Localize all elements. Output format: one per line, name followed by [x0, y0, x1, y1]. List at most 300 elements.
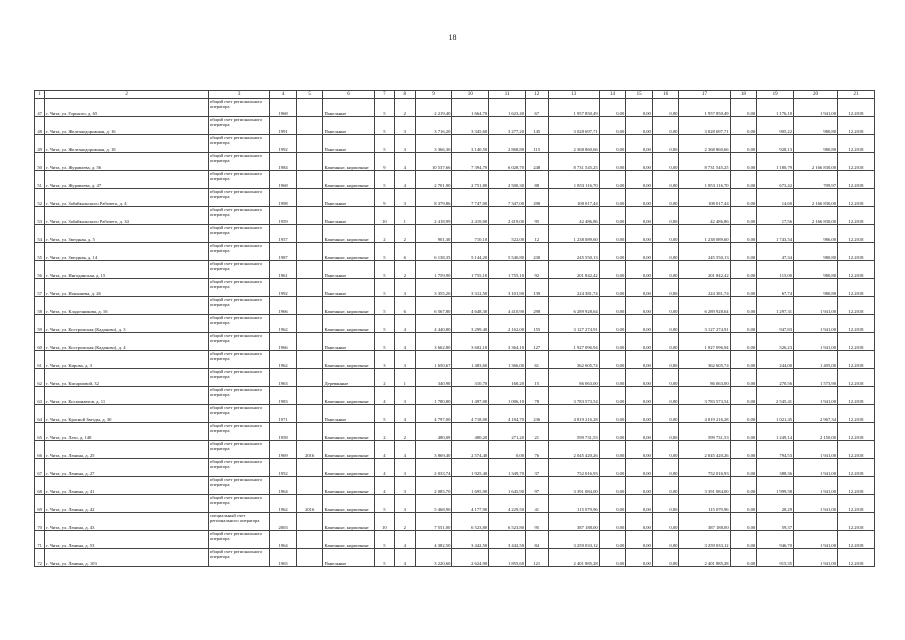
- table-cell: [296, 99, 323, 117]
- table-cell: Каменные, кирпичные: [323, 171, 374, 189]
- table-cell: общий счет регионального оператора: [208, 189, 269, 207]
- table-cell: 0,00: [599, 351, 626, 369]
- table-cell: 0,00: [730, 279, 757, 297]
- table-cell: 115 079,96: [679, 495, 730, 513]
- table-cell: 84: [526, 531, 549, 549]
- table-cell: 1 941,00: [794, 477, 838, 495]
- table-row: [35, 549, 875, 567]
- table-cell: общий счет регионального оператора: [208, 369, 269, 387]
- table-cell: 0,00: [652, 135, 679, 153]
- table-cell: 0,00: [599, 297, 626, 315]
- table-cell: 0,00: [599, 315, 626, 333]
- table-cell: 0,00: [599, 99, 626, 117]
- table-cell: 1 743,54: [757, 225, 794, 243]
- table-cell: 0,00: [626, 135, 653, 153]
- table-cell: 673,42: [757, 171, 794, 189]
- table-cell: 0,00: [730, 261, 757, 279]
- table-cell: 3 602,10: [452, 333, 489, 351]
- table-cell: общий счет регионального оператора: [208, 441, 269, 459]
- table-cell: 86 063,00: [679, 369, 730, 387]
- table-cell: 0,00: [730, 513, 757, 531]
- table-row: [35, 135, 875, 153]
- table-cell: 108 017,44: [679, 189, 730, 207]
- table-cell: 3: [395, 279, 415, 297]
- table-cell: 0,00: [599, 333, 626, 351]
- table-cell: 3: [395, 387, 415, 405]
- table-cell: 1 645,90: [489, 477, 526, 495]
- table-cell: 3: [395, 351, 415, 369]
- table-cell: 5: [374, 333, 394, 351]
- table-cell: 2 166 830,00: [794, 153, 838, 171]
- table-cell: 0,00: [730, 207, 757, 225]
- table-cell: 15: [526, 369, 549, 387]
- table-row: [35, 153, 875, 171]
- table-cell: 0,00: [652, 171, 679, 189]
- table-cell: 2 701,90: [415, 171, 452, 189]
- table-cell: 12.2018: [838, 351, 875, 369]
- table-cell: 0,00: [730, 225, 757, 243]
- table-cell: г. Чита, ул. Железнодорожная, д. 18: [45, 135, 209, 153]
- table-cell: 57: [35, 279, 45, 297]
- table-cell: 54: [35, 225, 45, 243]
- table-cell: 270,56: [757, 369, 794, 387]
- table-cell: общий счет регионального оператора: [208, 477, 269, 495]
- table-cell: 4: [395, 333, 415, 351]
- table-cell: Панельные: [323, 99, 374, 117]
- table-cell: 0,00: [730, 459, 757, 477]
- table-cell: 1 755,10: [489, 261, 526, 279]
- table-cell: Каменные, кирпичные: [323, 495, 374, 513]
- table-cell: 298: [526, 189, 549, 207]
- table-cell: 1: [395, 207, 415, 225]
- table-cell: 1 855,60: [489, 549, 526, 567]
- table-cell: 6 523,80: [489, 513, 526, 531]
- column-header: 12: [526, 91, 549, 99]
- table-cell: 12.2018: [838, 279, 875, 297]
- table-cell: 51: [35, 171, 45, 189]
- table-cell: общий счет регионального оператора: [208, 279, 269, 297]
- table-cell: 0,00: [626, 243, 653, 261]
- table-cell: 0,00: [599, 207, 626, 225]
- table-cell: 2 085,70: [415, 477, 452, 495]
- table-cell: 1959: [270, 207, 297, 225]
- table-cell: 42 486,86: [679, 207, 730, 225]
- table-cell: 0,00: [652, 441, 679, 459]
- table-cell: 0,00: [652, 243, 679, 261]
- table-cell: 271,20: [489, 423, 526, 441]
- table-cell: 752 016,93: [548, 459, 599, 477]
- column-header: 9: [415, 91, 452, 99]
- table-cell: 1966: [270, 297, 297, 315]
- column-header: 19: [757, 91, 794, 99]
- table-cell: 2: [395, 261, 415, 279]
- table-cell: 0,00: [626, 405, 653, 423]
- table-cell: 115 079,96: [548, 495, 599, 513]
- table-cell: 8 731 545,25: [679, 153, 730, 171]
- table-cell: г. Чита, ул. Журавлева, д. 56: [45, 153, 209, 171]
- table-cell: 2 368 860,66: [679, 135, 730, 153]
- table-cell: 47,34: [757, 243, 794, 261]
- table-cell: 41: [526, 495, 549, 513]
- table-cell: 0,00: [730, 153, 757, 171]
- table-cell: 0,00: [652, 153, 679, 171]
- table-cell: 2 751,80: [452, 171, 489, 189]
- table-cell: 0,00: [730, 333, 757, 351]
- table-cell: Каменные, кирпичные: [323, 243, 374, 261]
- table-cell: 4 797,00: [415, 405, 452, 423]
- table-cell: Панельные: [323, 135, 374, 153]
- table-cell: 4: [395, 405, 415, 423]
- table-cell: 66: [35, 441, 45, 459]
- table-cell: 2 967,34: [794, 405, 838, 423]
- table-cell: 12.2018: [838, 153, 875, 171]
- table-cell: 0,00: [626, 423, 653, 441]
- table-cell: 1 927 096,94: [679, 333, 730, 351]
- table-cell: 1 853 116,70: [679, 171, 730, 189]
- table-cell: г. Чита, ул. Ленина, д. 43: [45, 513, 209, 531]
- table-cell: [296, 135, 323, 153]
- table-cell: 4: [395, 315, 415, 333]
- table-cell: 59: [35, 315, 45, 333]
- table-cell: 310,70: [452, 369, 489, 387]
- table-cell: 0,00: [730, 423, 757, 441]
- table-cell: 2 418,99: [415, 207, 452, 225]
- table-cell: 4: [374, 459, 394, 477]
- table-cell: г. Чита, ул. Горького, д. 65: [45, 99, 209, 117]
- table-cell: 915,35: [757, 549, 794, 567]
- table-cell: Каменные, кирпичные: [323, 351, 374, 369]
- table-cell: [296, 531, 323, 549]
- table-cell: 115,00: [757, 261, 794, 279]
- table-cell: 3 127 274,91: [548, 315, 599, 333]
- table-cell: 298: [526, 297, 549, 315]
- table-cell: г. Чита, ул. Ленина, д. 41: [45, 477, 209, 495]
- table-cell: 1 759,90: [415, 261, 452, 279]
- table-cell: 3 442,50: [489, 531, 526, 549]
- table-cell: 3 277,20: [489, 117, 526, 135]
- table-cell: 0,00: [652, 495, 679, 513]
- table-cell: 56: [35, 261, 45, 279]
- table-cell: 0,00: [599, 477, 626, 495]
- table-cell: общий счет регионального оператора: [208, 405, 269, 423]
- table-row: [35, 513, 875, 531]
- table-cell: 0,00: [626, 99, 653, 117]
- column-header: 2: [45, 91, 209, 99]
- table-cell: общий счет регионального оператора: [208, 459, 269, 477]
- table-cell: 710,10: [452, 225, 489, 243]
- table-cell: общий счет регионального оператора: [208, 387, 269, 405]
- table-cell: [296, 477, 323, 495]
- table-cell: 0,00: [730, 171, 757, 189]
- table-cell: 1 366,00: [489, 351, 526, 369]
- table-cell: г. Чита, ул. Журавлева, д. 47: [45, 171, 209, 189]
- table-cell: 2 419,00: [489, 207, 526, 225]
- table-cell: 1961: [270, 261, 297, 279]
- table-cell: 72: [35, 549, 45, 567]
- table-cell: 68: [35, 477, 45, 495]
- table-cell: 2016: [296, 495, 323, 513]
- table-cell: 6 138,35: [415, 243, 452, 261]
- table-cell: 0,00: [652, 117, 679, 135]
- table-cell: 12.2018: [838, 495, 875, 513]
- table-cell: 0,00: [599, 513, 626, 531]
- table-cell: общий счет регионального оператора: [208, 117, 269, 135]
- table-cell: 0,00: [599, 261, 626, 279]
- table-cell: 2: [395, 513, 415, 531]
- table-cell: общий счет регионального оператора: [208, 243, 269, 261]
- table-cell: 139: [526, 279, 549, 297]
- table-cell: 0,00: [626, 153, 653, 171]
- table-cell: [296, 369, 323, 387]
- table-cell: г. Чита, ул. Кирова, д. 3: [45, 351, 209, 369]
- table-cell: 2 045 420,26: [548, 441, 599, 459]
- table-row: [35, 387, 875, 405]
- table-cell: 12.2018: [838, 117, 875, 135]
- table-cell: г. Чита, ул. Звездная, д. 5: [45, 225, 209, 243]
- table-cell: 88: [526, 171, 549, 189]
- table-cell: общий счет регионального оператора: [208, 531, 269, 549]
- table-cell: Каменные, кирпичные: [323, 225, 374, 243]
- table-cell: 4 382,50: [415, 531, 452, 549]
- table-cell: 1 941,00: [794, 315, 838, 333]
- table-cell: 752 016,93: [679, 459, 730, 477]
- table-cell: 1 941,00: [794, 459, 838, 477]
- table-cell: 0,00: [626, 459, 653, 477]
- table-cell: 21: [526, 423, 549, 441]
- table-cell: 7 347,00: [489, 189, 526, 207]
- table-cell: 0,00: [730, 135, 757, 153]
- table-cell: 12.2018: [838, 135, 875, 153]
- table-cell: [296, 387, 323, 405]
- table-cell: 0,00: [599, 549, 626, 567]
- table-cell: 0,00: [599, 387, 626, 405]
- table-cell: 3 783 573,54: [679, 387, 730, 405]
- column-header: 8: [395, 91, 415, 99]
- table-cell: общий счет регионального оператора: [208, 333, 269, 351]
- table-cell: 201 842,42: [679, 261, 730, 279]
- table-cell: Панельные: [323, 207, 374, 225]
- table-cell: 2 166 830,00: [794, 189, 838, 207]
- table-cell: [296, 261, 323, 279]
- table-row: [35, 369, 875, 387]
- table-cell: 1965: [270, 549, 297, 567]
- table-cell: 1 999,58: [757, 477, 794, 495]
- table-cell: 0,00: [652, 531, 679, 549]
- table-cell: 2: [374, 225, 394, 243]
- table-cell: [794, 513, 838, 531]
- table-cell: 1 249,14: [757, 423, 794, 441]
- table-cell: г. Чита, ул. Красной Звезды, д. 30: [45, 405, 209, 423]
- table-cell: 12.2018: [838, 477, 875, 495]
- table-cell: 70: [35, 513, 45, 531]
- table-cell: 0,00: [652, 207, 679, 225]
- table-cell: 0,00: [599, 423, 626, 441]
- table-cell: 1 483,60: [452, 351, 489, 369]
- table-cell: 2: [374, 369, 394, 387]
- table-cell: 155: [526, 315, 549, 333]
- table-cell: 3 140,50: [452, 135, 489, 153]
- table-cell: 1957: [270, 225, 297, 243]
- table-cell: 12.2018: [838, 513, 875, 531]
- table-cell: [296, 171, 323, 189]
- table-cell: 3 127 274,91: [679, 315, 730, 333]
- table-cell: 0,00: [626, 369, 653, 387]
- table-cell: 4: [395, 171, 415, 189]
- table-cell: 61: [35, 351, 45, 369]
- table-cell: 526,23: [757, 333, 794, 351]
- table-cell: 0,00: [626, 261, 653, 279]
- table-cell: 0,00: [626, 315, 653, 333]
- table-cell: 0,00: [626, 297, 653, 315]
- table-cell: 95: [526, 513, 549, 531]
- table-cell: общий счет регионального оператора: [208, 351, 269, 369]
- table-cell: 5 468,90: [415, 495, 452, 513]
- table-cell: 5: [374, 99, 394, 117]
- table-cell: 67,74: [757, 279, 794, 297]
- table-cell: 12.2018: [838, 423, 875, 441]
- table-cell: 0,00: [652, 405, 679, 423]
- table-cell: 1 021,45: [757, 405, 794, 423]
- table-cell: г. Чита, ул. Ленина, д. 27: [45, 459, 209, 477]
- table-cell: [296, 315, 323, 333]
- table-cell: 946,70: [757, 531, 794, 549]
- table-cell: 2 162,00: [489, 315, 526, 333]
- table-cell: 3: [395, 135, 415, 153]
- table-cell: 0,00: [599, 441, 626, 459]
- table-cell: 3: [395, 117, 415, 135]
- table-cell: общий счет регионального оператора: [208, 225, 269, 243]
- table-cell: 3 345,60: [452, 117, 489, 135]
- table-cell: 5: [374, 297, 394, 315]
- table-cell: 2 624,90: [452, 549, 489, 567]
- table-row: [35, 351, 875, 369]
- table-cell: 5 144,20: [452, 243, 489, 261]
- table-cell: 0,00: [730, 297, 757, 315]
- table-cell: 67: [35, 459, 45, 477]
- table-cell: [296, 459, 323, 477]
- table-cell: 76: [526, 441, 549, 459]
- table-cell: 3: [395, 495, 415, 513]
- table-cell: 3 716,20: [415, 117, 452, 135]
- table-cell: 1962: [270, 495, 297, 513]
- table-cell: 4: [374, 441, 394, 459]
- table-cell: 0,00: [730, 531, 757, 549]
- table-cell: 12.2018: [838, 405, 875, 423]
- column-header: 20: [794, 91, 838, 99]
- table-cell: г. Чита, ул. Космонавтов, д. 11: [45, 387, 209, 405]
- table-cell: 12.2018: [838, 459, 875, 477]
- table-cell: 928,13: [757, 135, 794, 153]
- table-cell: 0,00: [652, 333, 679, 351]
- table-cell: 480,09: [415, 423, 452, 441]
- table-cell: общий счет регионального оператора: [208, 261, 269, 279]
- table-row: [35, 207, 875, 225]
- table-cell: г. Чита, ул. Ионышева, д. 26: [45, 279, 209, 297]
- table-cell: 0,00: [626, 333, 653, 351]
- column-header: 6: [323, 91, 374, 99]
- table-cell: г. Чита, ул. Звездная, д. 14: [45, 243, 209, 261]
- table-cell: 2 368 860,66: [548, 135, 599, 153]
- table-cell: 0,00: [626, 441, 653, 459]
- table-cell: 1 941,00: [794, 531, 838, 549]
- table-cell: 1 957 850,49: [548, 99, 599, 117]
- table-cell: 0,00: [599, 117, 626, 135]
- table-cell: 0,00: [626, 171, 653, 189]
- table-cell: 1: [395, 369, 415, 387]
- table-cell: 7 747,00: [452, 189, 489, 207]
- table-cell: 12.2018: [838, 441, 875, 459]
- table-cell: 1 941,00: [794, 495, 838, 513]
- table-cell: 2 545,41: [757, 387, 794, 405]
- table-cell: [296, 207, 323, 225]
- table-cell: 1 349,70: [489, 459, 526, 477]
- column-header: 1: [35, 91, 45, 99]
- table-cell: 3 366,30: [415, 135, 452, 153]
- table-cell: 1 405,00: [794, 351, 838, 369]
- table-cell: 1992: [270, 135, 297, 153]
- table-cell: 1958: [270, 423, 297, 441]
- table-cell: 986,00: [794, 225, 838, 243]
- table-cell: 0,00: [599, 279, 626, 297]
- table-cell: 0,00: [599, 189, 626, 207]
- table-cell: 0,00: [652, 315, 679, 333]
- table-cell: 12.2018: [838, 207, 875, 225]
- table-cell: [296, 351, 323, 369]
- table-cell: г. Чита, ул. Ленина, д. 25: [45, 441, 209, 459]
- table-cell: г. Чита, ул. Костромская (Каданово), д. 4: [45, 333, 209, 351]
- table-cell: 0,00: [730, 477, 757, 495]
- table-cell: 0,00: [652, 549, 679, 567]
- table-cell: общий счет регионального оператора: [208, 207, 269, 225]
- table-cell: 0,00: [730, 315, 757, 333]
- table-row: [35, 189, 875, 207]
- column-header: 5: [296, 91, 323, 99]
- table-cell: Каменные, кирпичные: [323, 297, 374, 315]
- table-cell: 1 780,80: [415, 387, 452, 405]
- table-cell: 3: [395, 189, 415, 207]
- table-row: [35, 477, 875, 495]
- table-cell: Каменные, кирпичные: [323, 153, 374, 171]
- table-cell: 387 188,00: [548, 513, 599, 531]
- table-cell: общий счет регионального оператора: [208, 423, 269, 441]
- column-header: 15: [626, 91, 653, 99]
- table-cell: 0,00: [652, 369, 679, 387]
- table-cell: 12.2018: [838, 189, 875, 207]
- table-cell: 1 695,90: [452, 477, 489, 495]
- table-cell: специальный счет регионального оператора: [208, 513, 269, 531]
- table-cell: г. Чита, ул. Костромская (Каданово), д. 3: [45, 315, 209, 333]
- table-cell: г. Чита, ул. Кладочникова, д. 16: [45, 297, 209, 315]
- table-cell: 8 731 545,25: [548, 153, 599, 171]
- column-header: 17: [679, 91, 730, 99]
- table-cell: Панельные: [323, 189, 374, 207]
- table-cell: 1 176,10: [757, 99, 794, 117]
- table-cell: 201 842,42: [548, 261, 599, 279]
- table-cell: г. Чита, ул. Забайкальского Рабочего, д. 34: [45, 207, 209, 225]
- table-cell: 52: [35, 189, 45, 207]
- table-cell: 28,29: [757, 495, 794, 513]
- table-cell: Каменные, кирпичные: [323, 441, 374, 459]
- table-cell: 7 394,70: [452, 153, 489, 171]
- table-cell: Каменные, кирпичные: [323, 315, 374, 333]
- table-cell: 1987: [270, 243, 297, 261]
- table-cell: 10 537,66: [415, 153, 452, 171]
- table-cell: 1 650,67: [415, 351, 452, 369]
- table-cell: Каменные, кирпичные: [323, 459, 374, 477]
- table-cell: 2: [395, 423, 415, 441]
- table-cell: 522,00: [489, 225, 526, 243]
- table-cell: 2: [395, 99, 415, 117]
